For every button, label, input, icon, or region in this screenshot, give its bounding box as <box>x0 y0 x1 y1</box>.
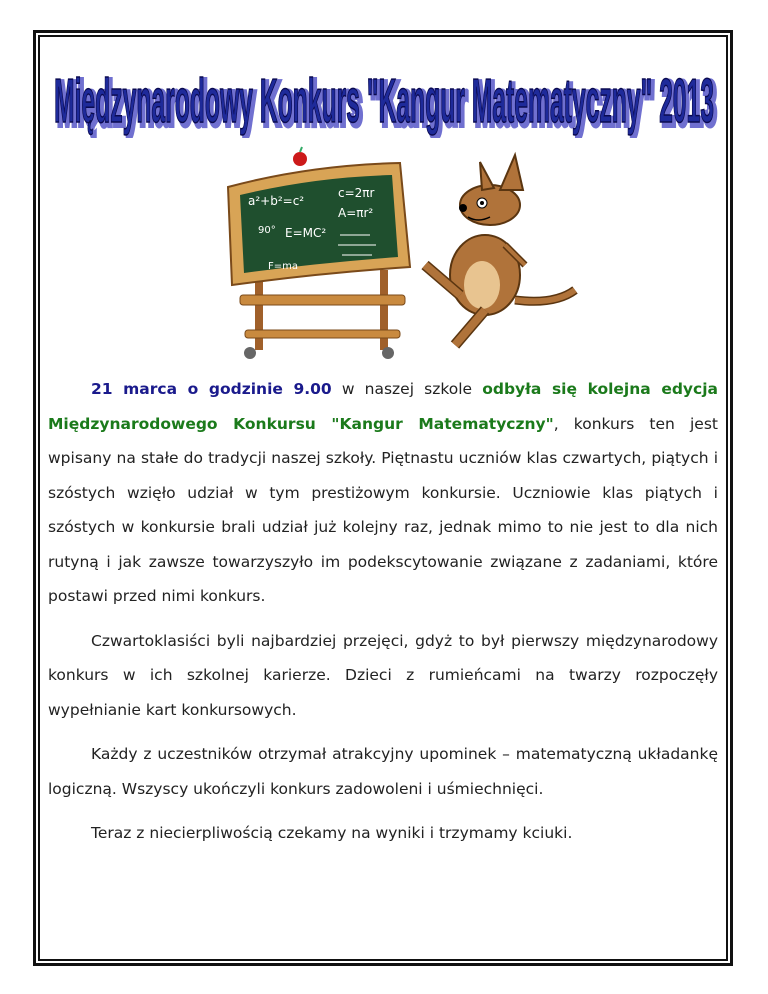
paragraph-1 <box>48 372 718 614</box>
paragraph-text: , konkurs ten jest wpisany na stałe do tradycji naszej szkoły. Piętnastu uczniów klas czwartych, piątych i szóstych wzięło udział w tym prestiżowym konkursie. Uczniowie klas piątych i szóstych w konkursie brali udział już kolejny raz, jednak mimo to nie jest to dla nich rutyną i jak zawsze towarzyszyło im podekscytowanie związane z zadaniami, które postawi przed nimi konkurs. <box>48 414 718 605</box>
title-text: Międzynarodowy Konkurs "Kangur Matematyczny" 2013 <box>54 67 714 136</box>
formula-text: 90° <box>258 225 276 236</box>
paragraph-4: Teraz z niecierpliwością czekamy na wyniki i trzymamy kciuki. <box>91 824 573 842</box>
page-title <box>40 48 728 138</box>
formula-text: a²+b²=c² <box>248 194 305 208</box>
illustration <box>220 145 580 365</box>
formula-text: A=πr² <box>338 206 374 220</box>
chalkboard-illustration <box>228 147 410 359</box>
date-highlight: 21 marca o godzinie 9.00 <box>91 380 332 398</box>
event-highlight: odbyła się kolejna edycja Międzynarodowego Konkursu "Kangur Matematyczny" <box>48 380 718 433</box>
paragraph-text: w naszej szkole <box>331 380 483 398</box>
paragraph-2: Czwartoklasiści byli najbardziej przejęci, gdyż to był pierwszy międzynarodowy konkurs w ich szkolnej karierze. Dzieci z rumieńcami na twarzy rozpoczęły wypełnianie kart konkursowych. <box>48 631 718 719</box>
title-shadow: Międzynarodowy Konkurs "Kangur Matematyczny" 2013 <box>57 70 717 138</box>
kangaroo-illustration <box>425 155 575 345</box>
paragraph-3: Każdy z uczestników otrzymał atrakcyjny upominek – matematyczną układankę logiczną. Wszyscy ukończyli konkurs zadowoleni i uśmiechnięci. <box>48 745 718 798</box>
formula-text: c=2πr <box>338 186 375 200</box>
formula-text: F=ma <box>268 261 298 272</box>
formula-text: E=MC² <box>285 226 327 240</box>
article-body <box>48 372 718 851</box>
